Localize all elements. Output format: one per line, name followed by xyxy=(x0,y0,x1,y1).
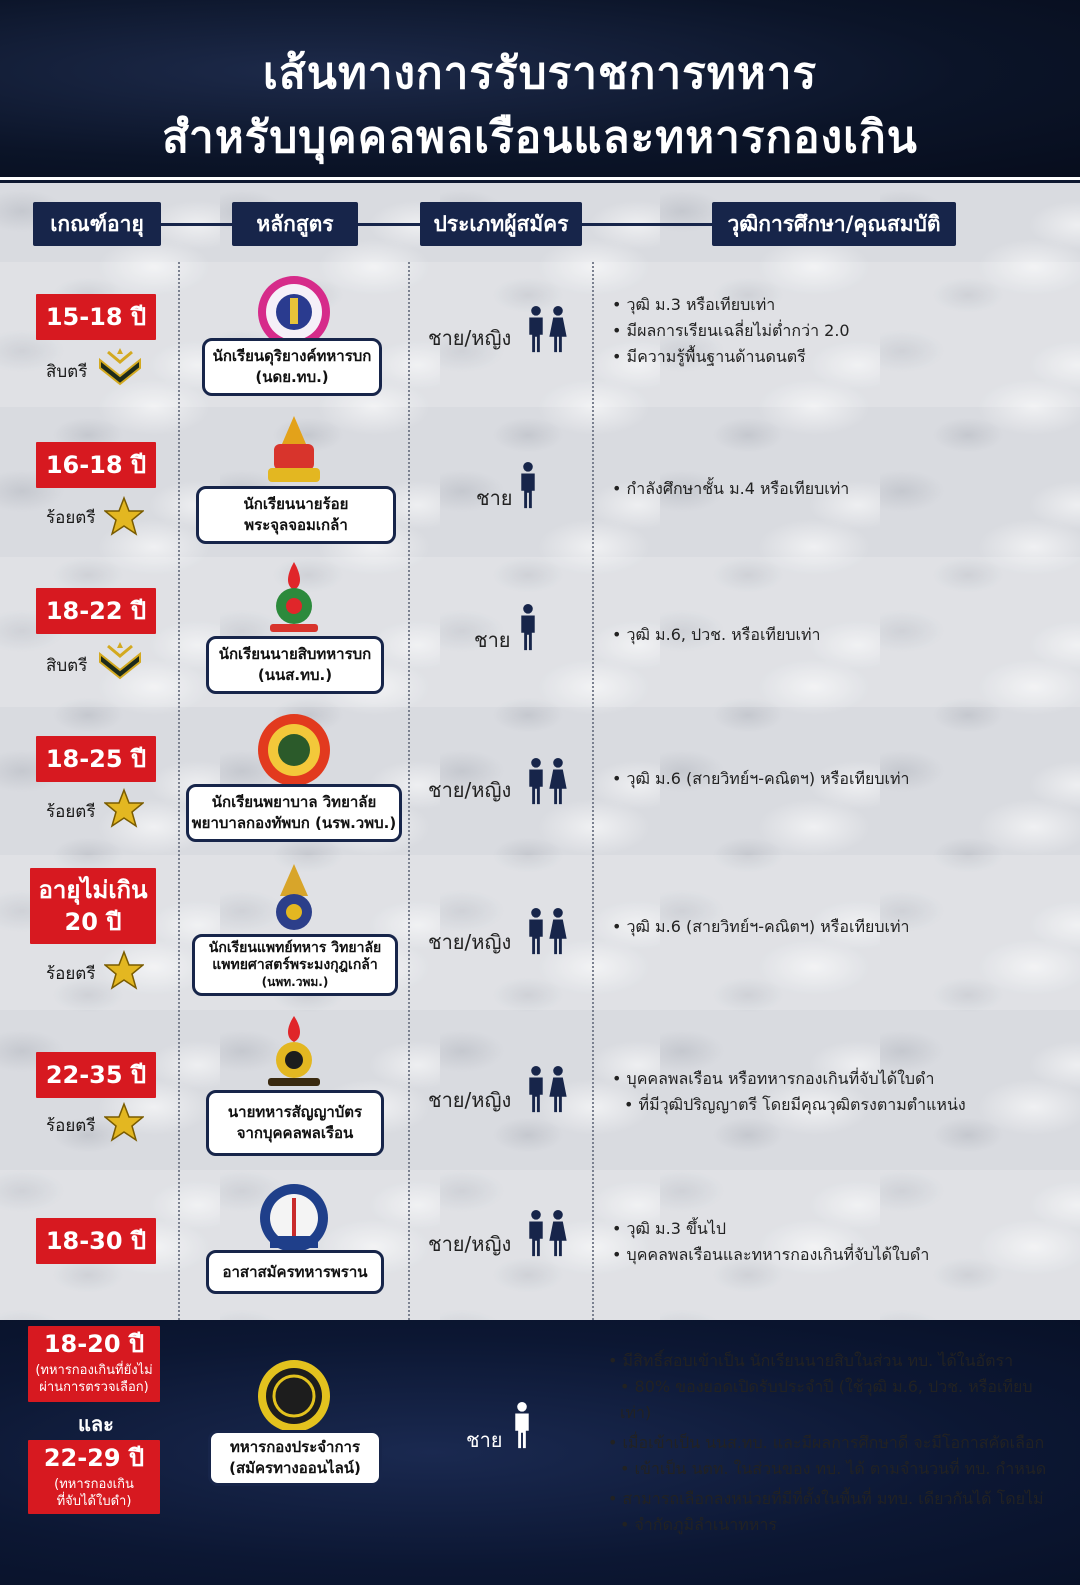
age-badge: 16-18 ปี xyxy=(36,442,156,488)
course-name: นักเรียนพยาบาล วิทยาลัย xyxy=(211,793,377,811)
course-box xyxy=(202,338,382,396)
male-icon xyxy=(526,1066,546,1114)
female-icon xyxy=(548,1210,568,1258)
qualification-list xyxy=(612,292,850,370)
rank-label: สิบตรี xyxy=(46,362,88,382)
column-divider xyxy=(178,262,180,1320)
gender-label: ชาย/หญิง xyxy=(428,1232,512,1256)
age-badge-note: ที่จับได้ใบดำ) xyxy=(56,1494,132,1509)
course-box xyxy=(206,636,384,694)
age-badge-value: 18-20 ปี xyxy=(43,1330,145,1358)
text: ของยอดเปิดรับประจำปี (ใช้วุฒิ ม.6, ปวช. หรือเทียบเท่า) xyxy=(620,1377,1033,1422)
age-badge-note: (ทหารกองเกิน xyxy=(54,1477,134,1492)
course-box xyxy=(206,1090,384,1156)
qualification-list xyxy=(612,914,910,940)
age-badge-line2: 20 ปี xyxy=(64,908,122,936)
rank-label: ร้อยตรี xyxy=(46,1116,96,1136)
table-row xyxy=(0,557,1080,707)
text: ได้ ตามจำนวนที่ ทบ. กำหนด xyxy=(841,1459,1047,1478)
qualification-item: • บุคคลพลเรือน หรือทหารกองเกินที่จับได้ใบดำ xyxy=(612,1066,966,1092)
star-rank-icon xyxy=(104,788,144,828)
chevron-rank-icon xyxy=(98,640,142,680)
course-name-line2: จากบุคคลพลเรือน xyxy=(236,1124,354,1142)
age-badge xyxy=(30,868,156,944)
ranger-emblem-icon xyxy=(256,1180,332,1256)
qualification-list xyxy=(612,766,910,792)
qualification-item-continued xyxy=(608,1512,1048,1538)
star-rank-icon xyxy=(104,950,144,990)
text: เมื่อเข้าเป็น นนส.ทบ. และมีผลการศึกษาดี xyxy=(622,1433,914,1452)
female-icon xyxy=(548,758,568,806)
gender-label: ชาย/หญิง xyxy=(428,930,512,954)
nursing-college-emblem-icon xyxy=(256,712,332,788)
rank-label: ร้อยตรี xyxy=(46,964,96,984)
text: จำกัดภูมิลำเนาทหาร xyxy=(634,1515,777,1534)
qualification-item: • วุฒิ ม.3 ขึ้นไป xyxy=(612,1216,929,1242)
header-connector xyxy=(160,223,232,226)
highlight: นักเรียนนายสิบในส่วน ทบ. ได้ในอัตรา xyxy=(749,1351,1014,1370)
age-badge: 15-18 ปี xyxy=(36,294,156,340)
qualification-list xyxy=(608,1348,1048,1538)
course-name-line2: พระจุลจอมเกล้า xyxy=(244,516,348,534)
course-name: นักเรียนดุริยางค์ทหารบก xyxy=(212,347,372,365)
column-divider xyxy=(592,262,594,1320)
age-badge-note: (ทหารกองเกินที่ยังไม่ xyxy=(35,1363,153,1378)
gender-label: ชาย/หญิง xyxy=(428,778,512,802)
qualification-item: • วุฒิ ม.3 หรือเทียบเท่า xyxy=(612,292,850,318)
army-wheel-emblem-icon xyxy=(256,1358,332,1434)
header-connector xyxy=(358,223,420,226)
medical-college-emblem-icon xyxy=(256,862,332,938)
course-name: นักเรียนนายร้อย xyxy=(243,495,349,513)
qualification-item xyxy=(608,1486,1048,1512)
column-header-qualification: วุฒิการศึกษา/คุณสมบัติ xyxy=(712,202,956,246)
qualification-item: • มีผลการเรียนเฉลี่ยไม่ต่ำกว่า 2.0 xyxy=(612,318,850,344)
gender-label: ชาย/หญิง xyxy=(428,326,512,350)
female-icon xyxy=(548,306,568,354)
male-icon xyxy=(512,1402,532,1450)
gender-label: ชาย/หญิง xyxy=(428,1088,512,1112)
qualification-item: • มีความรู้พื้นฐานด้านดนตรี xyxy=(612,344,850,370)
and-label: และ xyxy=(78,1412,114,1436)
qualification-list xyxy=(612,1216,929,1268)
star-rank-icon xyxy=(104,496,144,536)
qualification-item xyxy=(608,1430,1048,1456)
male-icon xyxy=(526,758,546,806)
page-title-line2: สำหรับบุคคลพลเรือนและทหารกองเกิน xyxy=(162,112,918,163)
rank-label: ร้อยตรี xyxy=(46,508,96,528)
course-box xyxy=(196,486,396,544)
header-connector xyxy=(582,223,712,226)
highlight: จะมีโอกาสคัดเลือก xyxy=(913,1433,1045,1452)
course-name: นายทหารสัญญาบัตร xyxy=(227,1103,363,1121)
star-rank-icon xyxy=(104,1102,144,1142)
female-icon xyxy=(548,908,568,956)
gender-label: ชาย xyxy=(466,1428,503,1452)
qualification-item: • กำลังศึกษาชั้น ม.4 หรือเทียบเท่า xyxy=(612,476,849,502)
age-badge xyxy=(28,1440,160,1514)
qualification-list xyxy=(612,476,849,502)
column-header-age: เกณฑ์อายุ xyxy=(33,202,161,246)
qualification-item-continued xyxy=(608,1374,1048,1426)
qualification-list xyxy=(612,1066,966,1118)
qualification-item-continued xyxy=(608,1456,1048,1482)
column-header-course: หลักสูตร xyxy=(232,202,358,246)
commissioned-officer-emblem-icon xyxy=(256,1014,332,1090)
course-box xyxy=(186,784,402,842)
male-icon xyxy=(526,1210,546,1258)
nco-school-emblem-icon xyxy=(256,560,332,636)
male-icon xyxy=(518,604,538,652)
course-name-line2: แพทยศาสตร์พระมงกุฎเกล้า xyxy=(212,956,378,973)
page-title-line1: เส้นทางการรับราชการทหาร xyxy=(262,48,818,99)
male-icon xyxy=(526,306,546,354)
column-header-applicant: ประเภทผู้สมัคร xyxy=(420,202,582,246)
highlight: เข้าเป็น นตท. ในส่วนของ ทบ. xyxy=(634,1459,842,1478)
course-abbr: (นพท.วพม.) xyxy=(261,974,329,989)
course-box xyxy=(192,934,398,996)
course-name: นักเรียนนายสิบทหารบก xyxy=(218,645,372,663)
age-badge: 18-22 ปี xyxy=(36,588,156,634)
age-badge: 18-30 ปี xyxy=(36,1218,156,1264)
course-note: (สมัครทางออนไลน์) xyxy=(229,1459,361,1477)
female-icon xyxy=(548,1066,568,1114)
age-badge xyxy=(28,1326,160,1402)
course-name: นักเรียนแพทย์ทหาร วิทยาลัย xyxy=(208,939,382,956)
chevron-rank-icon xyxy=(98,346,142,386)
course-name: อาสาสมัครทหารพราน xyxy=(222,1262,368,1281)
rank-label: ร้อยตรี xyxy=(46,802,96,822)
qualification-item: • วุฒิ ม.6 (สายวิทย์ฯ-คณิตฯ) หรือเทียบเท่า xyxy=(612,766,910,792)
age-badge-note: ผ่านการตรวจเลือก) xyxy=(39,1380,149,1395)
qualification-item: • วุฒิ ม.6 (สายวิทย์ฯ-คณิตฯ) หรือเทียบเท่า xyxy=(612,914,910,940)
chulachomklao-academy-emblem-icon xyxy=(256,414,332,490)
text: มีสิทธิ์สอบเข้าเป็น xyxy=(622,1351,750,1370)
course-abbr: (นดย.ทบ.) xyxy=(255,368,329,386)
rank-label: สิบตรี xyxy=(46,656,88,676)
age-badge-line1: อายุไม่เกิน xyxy=(38,876,148,904)
age-badge: 18-25 ปี xyxy=(36,736,156,782)
age-badge-value: 22-29 ปี xyxy=(43,1444,145,1472)
gender-label: ชาย xyxy=(476,486,513,510)
qualification-item xyxy=(608,1348,1048,1374)
course-box xyxy=(206,1250,384,1294)
male-icon xyxy=(526,908,546,956)
course-abbr: (นนส.ทบ.) xyxy=(257,666,333,684)
gender-label: ชาย xyxy=(474,628,511,652)
male-icon xyxy=(518,462,538,510)
qualification-item: • วุฒิ ม.6, ปวช. หรือเทียบเท่า xyxy=(612,622,821,648)
highlight: 80% xyxy=(634,1377,671,1396)
qualification-item: • บุคคลพลเรือนและทหารกองเกินที่จับได้ใบดำ xyxy=(612,1242,929,1268)
text: สามารถเลือกลงหน่วยที่มีที่ตั้งในพื้นที่ มทบ. เดียวกันได้ โดยไม่ xyxy=(622,1489,1044,1508)
qualification-list xyxy=(612,622,821,648)
age-badge: 22-35 ปี xyxy=(36,1052,156,1098)
course-name: ทหารกองประจำการ xyxy=(229,1438,361,1456)
course-name-line2: พยาบาลกองทัพบก (นรพ.วพบ.) xyxy=(191,814,397,832)
course-box xyxy=(208,1430,382,1486)
qualification-item-continued: • ที่มีวุฒิปริญญาตรี โดยมีคุณวุฒิตรงตามตำแหน่ง xyxy=(612,1092,966,1118)
header-banner xyxy=(0,0,1080,180)
column-divider xyxy=(408,262,410,1320)
